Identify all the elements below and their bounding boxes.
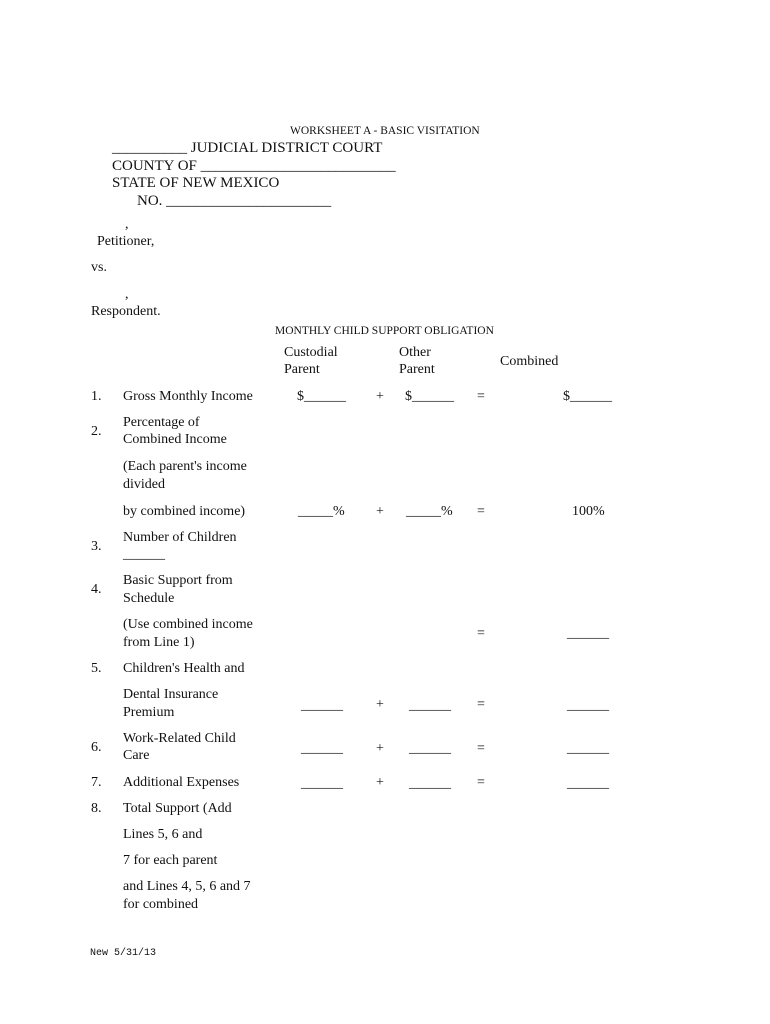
row-8-label-line5: for combined xyxy=(123,897,199,912)
row-3-label-line1: Number of Children xyxy=(123,530,237,545)
col-custodial-line2: Parent xyxy=(284,362,320,377)
row-4-label-line2: Schedule xyxy=(123,591,175,606)
row-5-number: 5. xyxy=(91,661,102,676)
row-2-plus: + xyxy=(376,504,384,519)
row-4-note-line2: from Line 1) xyxy=(123,635,195,650)
row-7-custodial: ______ xyxy=(301,776,343,791)
row-4-equals: = xyxy=(477,626,485,641)
row-1-other: $______ xyxy=(405,389,454,404)
row-2-note-line1: (Each parent's income xyxy=(123,459,247,474)
row-2-equals: = xyxy=(477,504,485,519)
row-6-number: 6. xyxy=(91,740,102,755)
row-2-label-line2: Combined Income xyxy=(123,432,227,447)
respondent-comma: , xyxy=(125,287,129,302)
row-7-other: ______ xyxy=(409,776,451,791)
col-other-line2: Parent xyxy=(399,362,435,377)
row-1-equals: = xyxy=(477,389,485,404)
county-line: COUNTY OF __________________________ xyxy=(112,158,396,174)
petitioner-label: Petitioner, xyxy=(97,234,155,249)
row-5-label-line3: Premium xyxy=(123,705,175,720)
vs-label: vs. xyxy=(91,260,107,275)
table-title: MONTHLY CHILD SUPPORT OBLIGATION xyxy=(275,325,494,337)
row-2-label-line1: Percentage of xyxy=(123,415,200,430)
row-3-number: 3. xyxy=(91,539,102,554)
row-8-label-line2: Lines 5, 6 and xyxy=(123,827,203,842)
worksheet-title: WORKSHEET A - BASIC VISITATION xyxy=(290,125,480,137)
row-8-label-line1: Total Support (Add xyxy=(123,801,232,816)
row-6-label-line2: Care xyxy=(123,748,150,763)
row-6-custodial: ______ xyxy=(301,741,343,756)
court-line: __________ JUDICIAL DISTRICT COURT xyxy=(112,140,383,156)
row-1-plus: + xyxy=(376,389,384,404)
row-8-label-line4: and Lines 4, 5, 6 and 7 xyxy=(123,879,251,894)
row-2-custodial: _____% xyxy=(298,504,345,519)
respondent-label: Respondent. xyxy=(91,304,161,319)
row-1-number: 1. xyxy=(91,389,102,404)
row-4-combined: ______ xyxy=(567,626,609,641)
revision-note: New 5/31/13 xyxy=(90,948,157,959)
row-1-combined: $______ xyxy=(563,389,612,404)
row-1-custodial: $______ xyxy=(297,389,346,404)
row-4-label-line1: Basic Support from xyxy=(123,573,233,588)
state-line: STATE OF NEW MEXICO xyxy=(112,175,280,191)
row-6-equals: = xyxy=(477,741,485,756)
row-7-label: Additional Expenses xyxy=(123,775,240,790)
row-2-note-line3: by combined income) xyxy=(123,504,246,519)
col-custodial-line1: Custodial xyxy=(284,345,338,360)
row-8-label-line3: 7 for each parent xyxy=(123,853,218,868)
row-7-equals: = xyxy=(477,775,485,790)
petitioner-comma: , xyxy=(125,217,129,232)
row-8-number: 8. xyxy=(91,801,102,816)
row-6-other: ______ xyxy=(409,741,451,756)
row-5-label-line2: Dental Insurance xyxy=(123,687,219,702)
row-2-combined: 100% xyxy=(572,504,605,519)
row-7-combined: ______ xyxy=(567,776,609,791)
row-7-plus: + xyxy=(376,775,384,790)
row-5-custodial: ______ xyxy=(301,698,343,713)
row-6-label-line1: Work-Related Child xyxy=(123,731,236,746)
row-1-label: Gross Monthly Income xyxy=(123,389,253,404)
col-other-line1: Other xyxy=(399,345,431,360)
row-2-note-line2: divided xyxy=(123,477,165,492)
row-5-equals: = xyxy=(477,697,485,712)
row-5-label-line1: Children's Health and xyxy=(123,661,245,676)
row-4-note-line1: (Use combined income xyxy=(123,617,253,632)
row-3-children-blank: ______ xyxy=(123,547,165,562)
col-combined: Combined xyxy=(500,354,559,369)
row-5-plus: + xyxy=(376,697,384,712)
row-4-number: 4. xyxy=(91,582,102,597)
row-5-combined: ______ xyxy=(567,698,609,713)
case-number-line: NO. ______________________ xyxy=(137,193,332,209)
row-5-other: ______ xyxy=(409,698,451,713)
row-7-number: 7. xyxy=(91,775,102,790)
row-6-plus: + xyxy=(376,741,384,756)
row-6-combined: ______ xyxy=(567,741,609,756)
row-2-other: _____% xyxy=(406,504,453,519)
row-2-number: 2. xyxy=(91,424,102,439)
